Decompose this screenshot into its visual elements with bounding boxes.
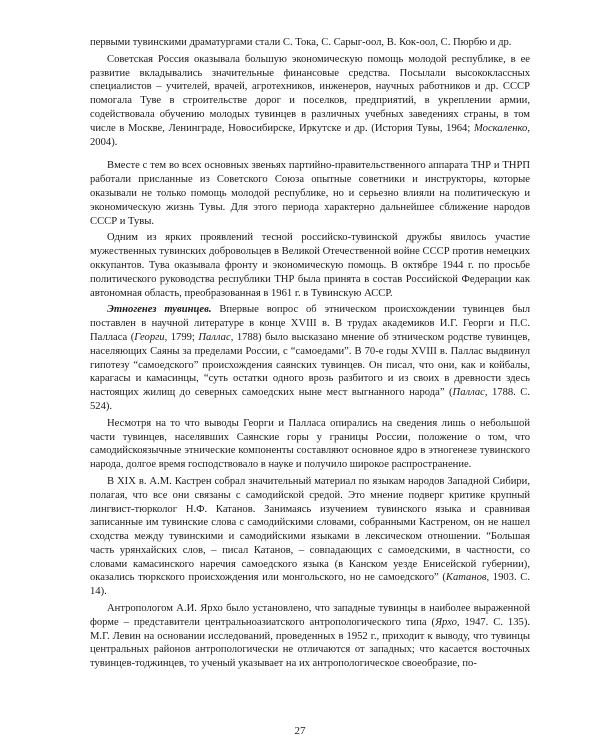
paragraph-5-text-2: , 1799; <box>164 331 199 343</box>
paragraph-4 <box>90 231 530 300</box>
paragraph-8-text-1: Антропологом А.И. Ярхо было установлено, что западные тувинцы в наиболее выраженной форме – представители центральноазиатского антропологического типа ( <box>90 603 530 628</box>
paragraph-5-text-1: Впервые вопрос об этническом происхождении тувинцев был поставлен в научной литературе в конце XVIII в. В трудах академиков И.Г. Георги и П.С. Палласа ( <box>90 304 531 343</box>
paragraph-5 <box>90 303 530 413</box>
citation-author: Георги <box>134 331 165 343</box>
citation-author: Паллас <box>198 331 231 343</box>
citation-author: Катанов <box>445 572 487 584</box>
citation-author: Паллас <box>452 387 485 399</box>
paragraph-2-end: , 2004). <box>90 122 530 148</box>
paragraph-2 <box>90 53 530 150</box>
paragraph-7 <box>90 475 530 599</box>
paragraph-7-text-1: В XIX в. А.М. Кастрен собрал значительный материал по языкам народов Западной Сибири, полагая, что все они связаны с самодийской средой. Это мнение подверг критике крупный лингвист-тюрколог Н.Ф. Катанов. Занимаясь изучением тувинского языка и сравнивая записанные им тувинские слова с самодийскими словами, собранными Кастреном, он не нашел сходства между тувинскими и самодийскими языками в лексическом отношении. “Большая часть урянхайских слов, – писал Катанов, – совпадающих с самоедскими, в частности, со словами камасинского наречия самоедского языка (в Канском уезде Енисейской губернии), оказались тюркского происхождения или монгольского, но не самоедского” ( <box>90 475 530 584</box>
paragraph-3-text: Вместе с тем во всех основных звеньях партийно-правительственного аппарата ТНР и ТНРП работали присланные из Советского Союза опытные советники и инструкторы, которые оказывали не только помощь молодой республике, но и серьезно влияли на политическую и экономическую жизнь Тувы. Для этого периода характерно дальнейшее сближение народов СССР и Тувы. <box>90 160 530 227</box>
paragraph-8 <box>90 602 530 671</box>
paragraph-1 <box>90 36 530 50</box>
page-number: 27 <box>294 725 306 737</box>
paragraph-5-text-3: , 1788) было высказано мнение об этническом родстве тувинцев, населяющих Саяны за пределами России, с “самоедами”. В 70-е годы XVIII в. Паллас выдвинул гипотезу “самоедского” происхождения саянских тувинцев. Он писал, что они, как и койбалы, карагасы и камасинцы, “суть остатки одного врозь разбитого и из своих в древности здесь настоящих жилищ до северных самоедских ныне мест выгнанного народа” ( <box>90 331 530 399</box>
citation-author: Ярхо <box>435 616 457 628</box>
paragraph-7-text-2: , 1903. С. 14). <box>90 572 530 598</box>
paragraph-6-text: Несмотря на то что выводы Георги и Палласа опирались на сведения лишь о небольшой части тувинцев, населявших Саянские горы у границы России, положение о том, что самодийскоязычные этнические компоненты составляют основное ядро в этногенезе тувинского народа, долгое время господствовало в науке и получило широкое распространение. <box>90 417 530 471</box>
paragraph-3 <box>90 159 530 228</box>
paragraph-1-text: первыми тувинскими драматургами стали С. Тока, С. Сарыг-оол, В. Кок-оол, С. Пюрбю и др. <box>90 37 512 48</box>
paragraph-6 <box>90 417 530 472</box>
paragraph-8-text-2: , 1947. С. 135). М.Г. Левин на основании исследований, проведенных в 1952 г., приходит к выводу, что тувинцы центральных районов антропологически не отличаются от западных; что касается восточных тувинцев-тоджинцев, то ученый указывает на их антропологическое своеобразие, по- <box>90 616 530 670</box>
paragraph-5-text-4: , 1788. С. 524). <box>90 387 530 412</box>
citation-author: Москаленко <box>473 122 528 134</box>
section-heading: Этногенез тувинцев. <box>107 304 212 316</box>
paragraph-4-text: Одним из ярких проявлений тесной российско-тувинской дружбы явилось участие мужественных тувинских добровольцев в Великой Отечественной войне СССР против немецких оккупантов. Тува оказывала фронту и экономическую помощь. В октябре 1944 г. по просьбе политического руководства республики ТНР была принята в состав Российской Федерации как автономная область, преобразованная в 1961 г. в Тувинскую АССР. <box>90 232 530 299</box>
paragraph-2-text: Советская Россия оказывала большую экономическую помощь молодой республике, в ее развитие вкладывались значительные финансовые средства. Посылали высококлассных специалистов – учителей, врачей, агротехников, инженеров, научных работников и др. СССР помогала Туве в строительстве дорог и поселков, предприятий, в укреплении армии, содействовала обучению молодых тувинцев в различных учебных заведениях страны, в том числе в Москве, Ленинграде, Новосибирске, Иркутске и др. (История Тувы, 1964; <box>90 53 530 134</box>
body-text <box>90 36 530 674</box>
